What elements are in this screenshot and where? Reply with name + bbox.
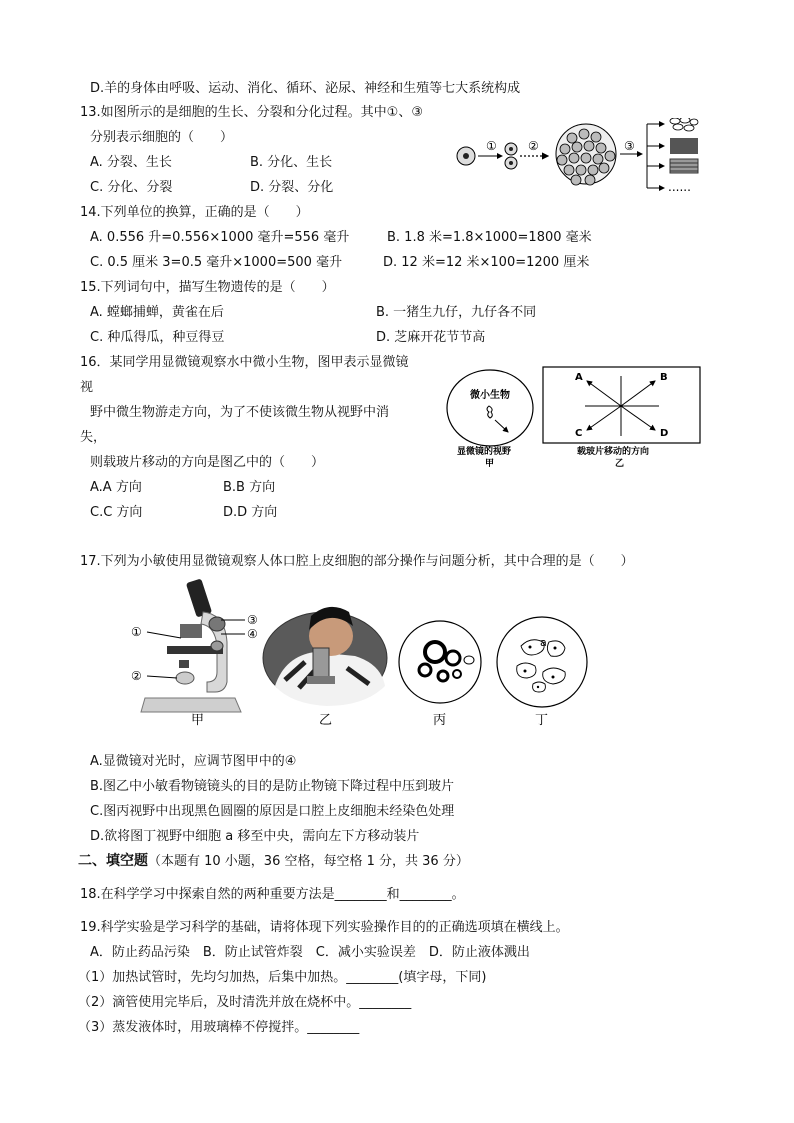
tissue-more-dots: ...... xyxy=(668,180,691,194)
caption-jia-1: 显微镜的视野 xyxy=(457,447,512,457)
tissue-3 xyxy=(670,159,698,173)
q19-sub2: （2）滴管使用完毕后，及时清洗并放在烧杯中。________ xyxy=(78,995,412,1010)
q16-line3: 野中微生物游走方向，为了不使该微生物从视野中消 xyxy=(90,405,390,420)
q15-stem: 15.下列词句中，描写生物遗传的是（ ） xyxy=(80,280,335,295)
microscope-operation-figure xyxy=(125,576,595,728)
q13-option-a: A. 分裂、生长 xyxy=(90,155,172,170)
q12-option-d: D.羊的身体由呼吸、运动、消化、循环、泌尿、神经和生殖等七大系统构成 xyxy=(90,81,521,96)
view-ding xyxy=(497,617,587,707)
fig-label-bing: 丙 xyxy=(433,713,447,728)
q18-text: 18.在科学学习中探索自然的两种重要方法是________和________。 xyxy=(80,887,465,902)
cell-division-figure xyxy=(450,118,710,198)
student-photo xyxy=(263,607,387,706)
two-cells xyxy=(505,143,517,169)
q17-option-d: D.欲将图丁视野中细胞 a 移至中央，需向左下方移动装片 xyxy=(90,829,420,844)
section2-note: （本题有 10 小题，36 空格，每空格 1 分，共 36 分） xyxy=(148,854,469,869)
fig-step-1: ① xyxy=(486,139,497,153)
single-cell xyxy=(457,147,475,165)
microscope-view-figure xyxy=(445,366,705,470)
q15-option-d: D. 芝麻开花节节高 xyxy=(376,330,486,345)
microscope-drawing xyxy=(141,578,241,712)
q13-stem-line2: 分别表示细胞的（ ） xyxy=(90,130,234,145)
q13-option-b: B. 分化、生长 xyxy=(250,155,333,170)
q19-options: A．防止药品污染 B．防止试管炸裂 C．减小实验误差 D．防止液体溅出 xyxy=(90,945,530,960)
fig-label-yi: 乙 xyxy=(319,713,333,728)
micro-label-4: ④ xyxy=(247,627,258,641)
micro-label-2: ② xyxy=(131,669,142,683)
q13-stem-line1: 13.如图所示的是细胞的生长、分裂和分化过程。其中①、③ xyxy=(80,105,423,120)
cell-cluster xyxy=(556,124,616,185)
q14-option-b: B. 1.8 米=1.8×1000=1800 毫米 xyxy=(387,230,592,245)
section2-title: 二、填空题 xyxy=(78,853,148,869)
q16-line5: 则载玻片移动的方向是图乙中的（ ） xyxy=(90,455,325,470)
section2-header xyxy=(78,852,469,871)
dir-label-b: B xyxy=(660,372,668,383)
q13-option-c: C. 分化、分裂 xyxy=(90,180,173,195)
q16-option-d: D.D 方向 xyxy=(223,505,278,520)
cell-a-label: a xyxy=(540,636,547,649)
q19-sub1: （1）加热试管时，先均匀加热，后集中加热。________(填字母，下同) xyxy=(78,970,487,985)
q16-option-c: C.C 方向 xyxy=(90,505,143,520)
q15-option-a: A. 螳螂捕蝉，黄雀在后 xyxy=(90,305,224,320)
caption-jia-2: 甲 xyxy=(485,459,495,469)
q15-option-c: C. 种瓜得瓜，种豆得豆 xyxy=(90,330,225,345)
q14-stem: 14.下列单位的换算，正确的是（ ） xyxy=(80,205,309,220)
tissue-2 xyxy=(670,138,698,154)
micro-label-3: ③ xyxy=(247,613,258,627)
fig-step-2: ② xyxy=(528,139,539,153)
caption-yi-2: 乙 xyxy=(615,459,625,469)
q17-stem: 17.下列为小敏使用显微镜观察人体口腔上皮细胞的部分操作与问题分析，其中合理的是（ ） xyxy=(80,554,634,569)
q16-line2: 视 xyxy=(80,380,94,395)
q14-option-c: C. 0.5 厘米 3=0.5 毫升×1000=500 毫升 xyxy=(90,255,343,270)
q15-option-b: B. 一猪生九仔，九仔各不同 xyxy=(376,305,537,320)
q13-option-d: D. 分裂、分化 xyxy=(250,180,334,195)
q16-line4: 失， xyxy=(80,430,107,445)
dir-label-d: D xyxy=(660,428,669,439)
q16-option-a: A.A 方向 xyxy=(90,480,142,495)
view-bing xyxy=(399,621,481,703)
q17-option-c: C.图丙视野中出现黑色圆圈的原因是口腔上皮细胞未经染色处理 xyxy=(90,804,455,819)
fig-step-3: ③ xyxy=(624,139,635,153)
fig-label-jia: 甲 xyxy=(191,713,205,728)
micro-label-1: ① xyxy=(131,625,142,639)
q16-option-b: B.B 方向 xyxy=(223,480,276,495)
fig-label-ding: 丁 xyxy=(535,713,549,728)
organism-label: 微小生物 xyxy=(470,390,510,401)
q19-stem: 19.科学实验是学习科学的基础，请将体现下列实验操作目的的正确选项填在横线上。 xyxy=(80,920,569,935)
dir-label-c: C xyxy=(575,428,583,439)
q17-option-a: A.显微镜对光时，应调节图甲中的④ xyxy=(90,754,297,769)
dir-label-a: A xyxy=(575,372,583,383)
q17-option-b: B.图乙中小敏看物镜镜头的目的是防止物镜下降过程中压到玻片 xyxy=(90,779,455,794)
q16-line1: 16．某同学用显微镜观察水中微小生物，图甲表示显微镜 xyxy=(80,355,409,370)
q14-option-a: A. 0.556 升=0.556×1000 毫升=556 毫升 xyxy=(90,230,350,245)
caption-yi-1: 载玻片移动的方向 xyxy=(577,447,650,457)
q14-option-d: D. 12 米=12 米×100=1200 厘米 xyxy=(383,255,590,270)
tissue-1 xyxy=(670,118,698,131)
q19-sub3: （3）蒸发液体时，用玻璃棒不停搅拌。________ xyxy=(78,1020,360,1035)
